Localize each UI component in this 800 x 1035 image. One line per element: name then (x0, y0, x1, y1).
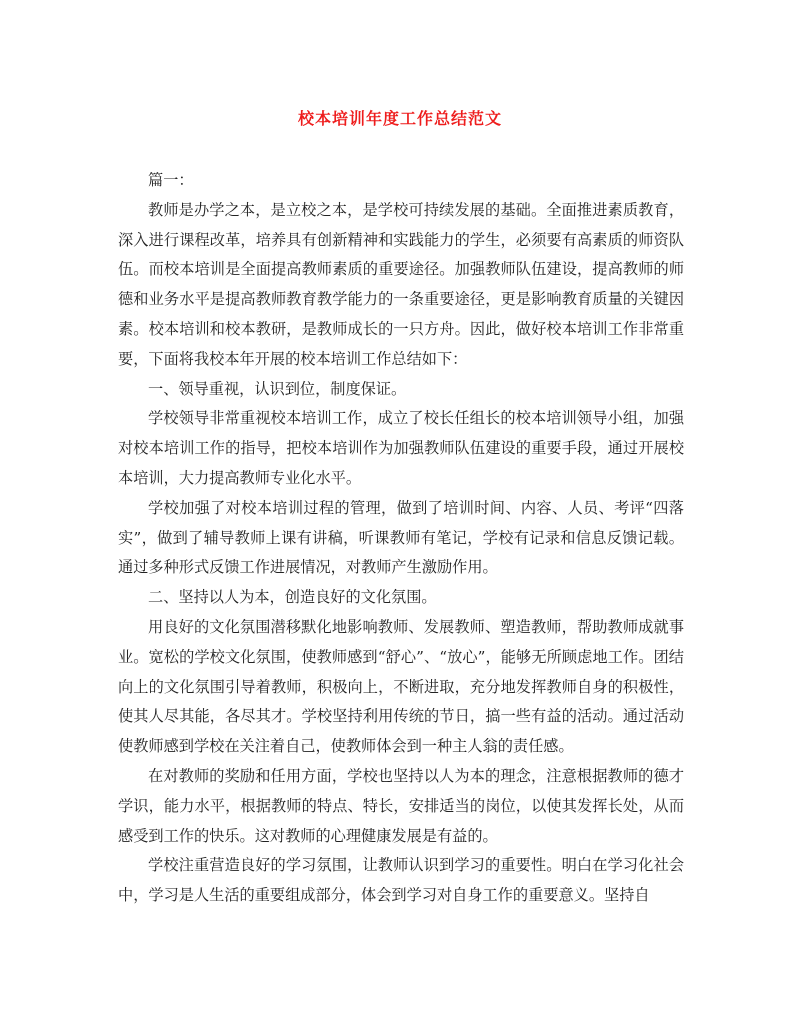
paragraph-learning: 学校注重营造良好的学习氛围，让教师认识到学习的重要性。明白在学习化社会中，学习是人生活的重要组成部分，体会到学习对自身工作的重要意义。坚持自 (118, 856, 684, 905)
paragraph-rewards: 在对教师的奖励和任用方面，学校也坚持以人为本的理念，注意根据教师的德才学识，能力水平，根据教师的特点、特长，安排适当的岗位，以使其发挥长处，从而感受到工作的快乐。这对教师的心理健康发展是有益的。 (118, 766, 684, 845)
paragraph-leadership: 学校领导非常重视校本培训工作，成立了校长任组长的校本培训领导小组，加强对校本培训工作的指导，把校本培训作为加强教师队伍建设的重要手段，通过开展校本培训，大力提高教师专业化水平。 (118, 409, 684, 487)
document-title: 校本培训年度工作总结范文 (297, 109, 502, 128)
paragraph-culture: 用良好的文化氛围潜移默化地影响教师、发展教师、塑造教师，帮助教师成就事业。宽松的学校文化氛围，使教师感到“舒心”、“放心”，能够无所顾虑地工作。团结向上的文化氛围引导着教师，积极向上，不断进取，充分地发挥教师自身的积极性，使其人尽其能，各尽其才。学校坚持利用传统的节日，搞一些有益的活动。通过活动使教师感到学校在关注着自己，使教师体会到一种主人翁的责任感。 (118, 617, 684, 756)
section-label: 篇一： (148, 171, 194, 189)
heading-one: 一、领导重视，认识到位，制度保证。 (148, 379, 407, 398)
paragraph-management: 学校加强了对校本培训过程的管理，做到了培训时间、内容、人员、考评“四落实”，做到了辅导教师上课有讲稿，听课教师有笔记，学校有记录和信息反馈记载。通过多种形式反馈工作进展情况，对教师产生激励作用。 (118, 498, 684, 577)
document-body (118, 166, 684, 911)
paragraph-intro: 教师是办学之本，是立校之本，是学校可持续发展的基础。全面推进素质教育，深入进行课程改革，培养具有创新精神和实践能力的学生，必须要有高素质的师资队伍。而校本培训是全面提高教师素质的重要途径。加强教师队伍建设，提高教师的师德和业务水平是提高教师教育教学能力的一条重要途径，更是影响教育质量的关键因素。校本培训和校本教研，是教师成长的一只方舟。因此，做好校本培训工作非常重要，下面将我校本年开展的校本培训工作总结如下： (118, 200, 684, 368)
heading-two: 二、坚持以人为本，创造良好的文化氛围。 (148, 588, 437, 607)
